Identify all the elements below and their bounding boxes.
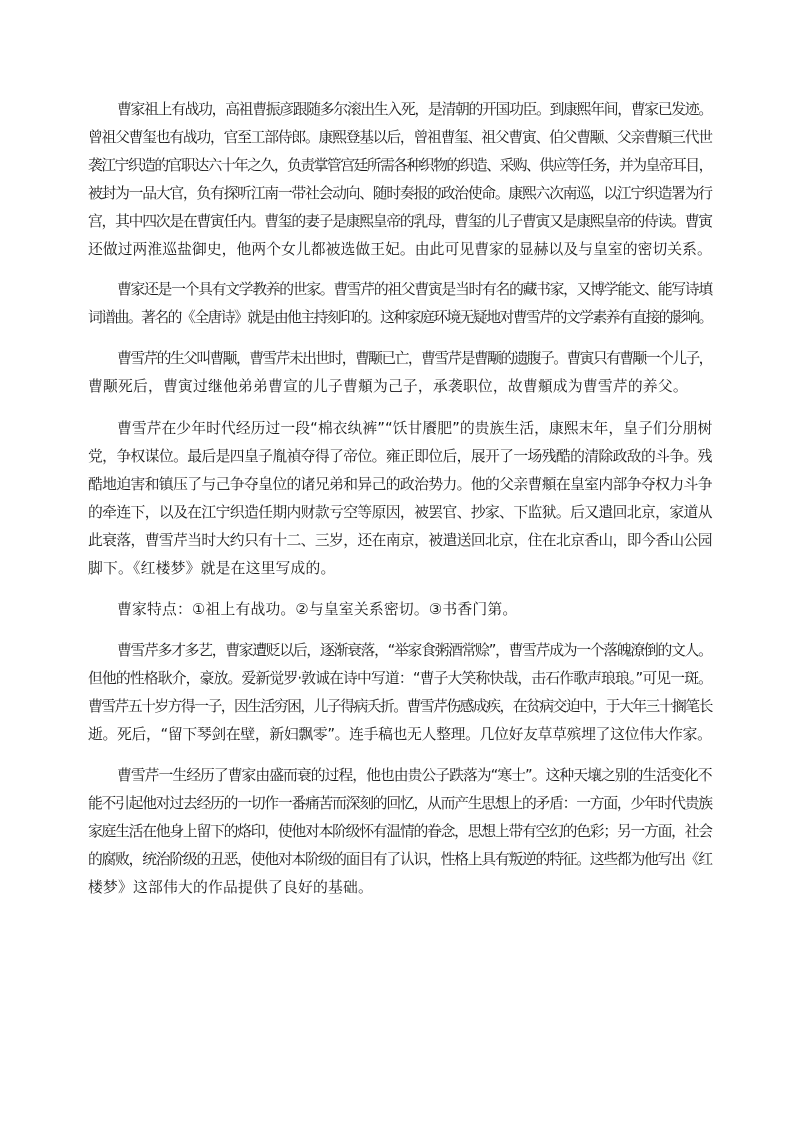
text-line: 曹家还是一个具有文学教养的世家。曹雪芹的祖父曹寅是当时有名的藏书家，又博学能文、能写诗填: [117, 281, 712, 298]
text-line: 曹雪芹一生经历了曹家由盛而衰的过程，他也由贵公子跌落为“寒士”。这种天壤之别的生活变化不: [117, 767, 712, 784]
text-line: 袭江宁织造的官职达六十年之久，负责掌管宫廷所需各种织物的织造、采购、供应等任务，并为皇帝耳目，: [88, 157, 712, 174]
text-line: 词谱曲。著名的《全唐诗》就是由他主持刻印的。这种家庭环境无疑地对曹雪芹的文学素养有直接的影响。: [88, 309, 712, 326]
text-line: 的腐败，统治阶级的丑恶，使他对本阶级的面目有了认识，性格上具有叛逆的特征。这些都为他写出《红: [88, 851, 712, 868]
text-line: 此衰落，曹雪芹当时大约只有十二、三岁，还在南京，被遣送回北京，住在北京香山，即今香山公园: [88, 532, 712, 549]
text-line: 曹雪芹五十岁方得一子，因生活穷困，儿子得病夭折。曹雪芹伤感成疾，在贫病交迫中，于大年三十搁笔长: [88, 698, 712, 715]
text-line: 酷地迫害和镇压了与己争夺皇位的诸兄弟和异己的政治势力。他的父亲曹頫在皇室内部争夺权力斗争: [88, 476, 712, 493]
text-line: 逝。死后，“留下琴剑在壁，新妇飘零”。连手稿也无人整理。几位好友草草殡埋了这位伟大作家。: [88, 726, 712, 743]
text-line: 还做过两淮巡盐御史，他两个女儿都被选做王妃。由此可见曹家的显赫以及与皇室的密切关系。: [88, 241, 712, 258]
text-line: 宫，其中四次是在曹寅任内。曹玺的妻子是康熙皇帝的乳母，曹玺的儿子曹寅又是康熙皇帝的侍读。曹寅: [88, 213, 712, 230]
text-line: 但他的性格耿介，豪放。爱新觉罗·敦诚在诗中写道：“曹子大笑称快哉，击石作歌声琅琅。”可见一斑。: [88, 670, 713, 687]
text-line: 被封为一品大官，负有探听江南一带社会动向、随时奏报的政治使命。康熙六次南巡，以江宁织造署为行: [88, 185, 712, 202]
text-line: 曹雪芹在少年时代经历过一段“棉衣纨裤”“饫甘餍肥”的贵族生活，康熙末年，皇子们分朋树: [117, 420, 713, 437]
text-line: 的牵连下，以及在江宁织造任期内财款亏空等原因，被罢官、抄家、下监狱。后又遣回北京，家道从: [88, 504, 712, 521]
text-line: 曹雪芹多才多艺，曹家遭贬以后，逐渐衰落，“举家食粥酒常赊”，曹雪芹成为一个落魄潦倒的文人。: [117, 642, 712, 659]
text-line: 曹家祖上有战功，高祖曹振彦跟随多尔滚出生入死，是清朝的开国功臣。到康熙年间，曹家已发迹。: [117, 101, 712, 118]
text-line: 曹家特点：①祖上有战功。②与皇室关系密切。③书香门第。: [117, 601, 518, 618]
text-line: 曾祖父曹玺也有战功，官至工部侍郎。康熙登基以后，曾祖曹玺、祖父曹寅、伯父曹颙、父亲曹頫三代世: [88, 129, 712, 146]
text-line: 脚下。《红楼梦》就是在这里写成的。: [88, 560, 336, 577]
text-line: 曹雪芹的生父叫曹颙，曹雪芹未出世时，曹颙已亡，曹雪芹是曹颙的遗腹子。曹寅只有曹颙一个儿子，: [117, 350, 712, 367]
text-line: 曹颙死后，曹寅过继他弟弟曹宣的儿子曹頫为己子，承袭职位，故曹頫成为曹雪芹的养父。: [88, 378, 688, 395]
text-line: 楼梦》这部伟大的作品提供了良好的基础。: [88, 879, 373, 896]
text-line: 能不引起他对过去经历的一切作一番痛苦而深刻的回忆，从而产生思想上的矛盾：一方面，少年时代贵族: [88, 795, 712, 812]
text-line: 党，争权谋位。最后是四皇子胤禎夺得了帝位。雍正即位后，展开了一场残酷的清除政敌的斗争。残: [88, 448, 712, 465]
text-line: 家庭生活在他身上留下的烙印，使他对本阶级怀有温情的眷念，思想上带有空幻的色彩；另一方面，社会: [88, 823, 712, 840]
